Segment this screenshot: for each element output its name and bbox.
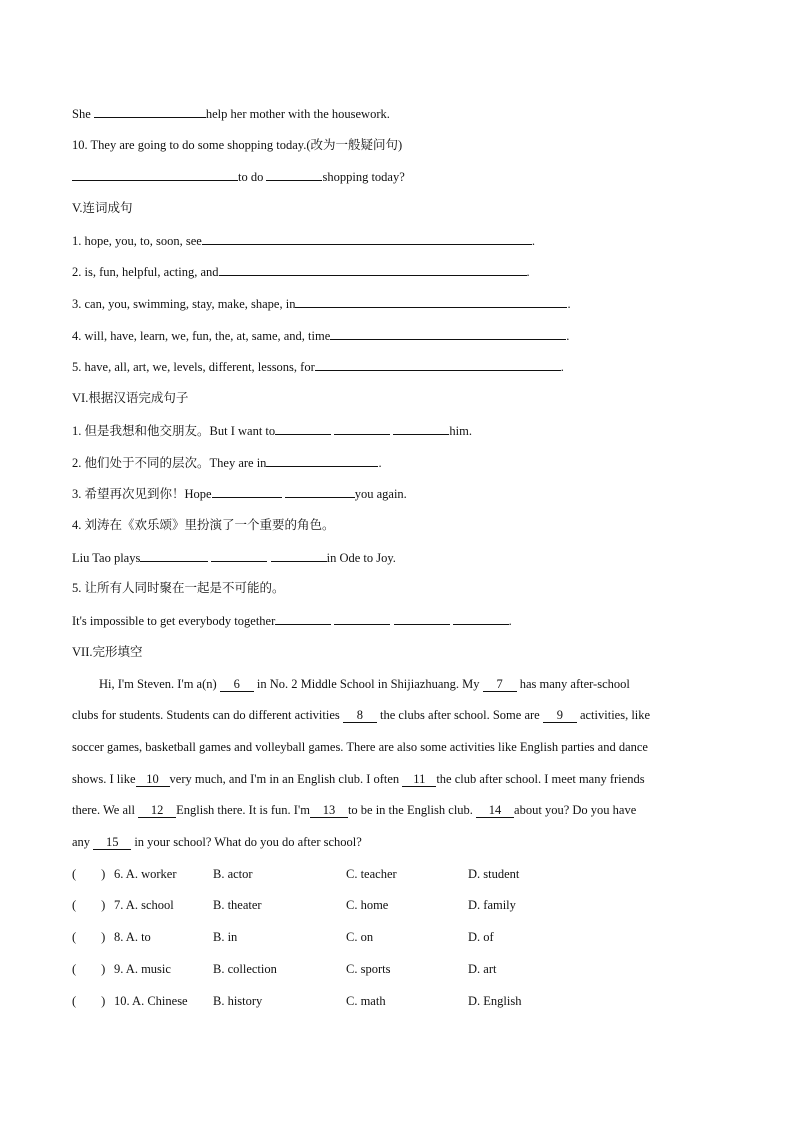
section-vii-title: VII.完形填空 xyxy=(72,645,143,659)
blank[interactable] xyxy=(393,422,449,435)
section-vi-title: VI.根据汉语完成句子 xyxy=(72,391,189,405)
option-a: 6. A. worker xyxy=(114,867,177,881)
passage-line-6 xyxy=(72,834,362,850)
option-c: C. teacher xyxy=(346,867,397,881)
blank-10[interactable]: 10 xyxy=(136,772,170,787)
option-a: 10. A. Chinese xyxy=(114,994,188,1008)
blank[interactable] xyxy=(334,612,390,625)
answer-bracket[interactable]: ( ) xyxy=(72,867,106,881)
answer-bracket[interactable]: ( ) xyxy=(72,930,106,944)
english-end: him. xyxy=(449,424,472,438)
answer-blank[interactable] xyxy=(202,232,532,245)
blank[interactable] xyxy=(275,612,331,625)
blank-8[interactable]: 8 xyxy=(343,708,377,723)
blank-15[interactable]: 15 xyxy=(93,835,131,850)
blank[interactable] xyxy=(212,485,282,498)
section-v-item-3 xyxy=(72,295,571,311)
option-a: 8. A. to xyxy=(114,930,151,944)
word-list: 3. can, you, swimming, stay, make, shape, in xyxy=(72,297,296,311)
sentence-start: She xyxy=(72,107,94,121)
blank[interactable] xyxy=(211,549,267,562)
section-v-item-2 xyxy=(72,263,530,279)
period: . xyxy=(566,329,570,343)
answer-blank[interactable] xyxy=(295,295,567,308)
passage-text: about you? Do you have xyxy=(514,803,637,817)
english-end: . xyxy=(508,614,512,628)
passage-line-1 xyxy=(99,676,630,692)
option-a: 7. A. school xyxy=(114,898,174,912)
answer-line-10 xyxy=(72,168,405,184)
blank-12[interactable]: 12 xyxy=(138,803,176,818)
blank[interactable] xyxy=(285,485,355,498)
option-d: D. English xyxy=(468,994,522,1008)
option-a: 9. A. music xyxy=(114,962,171,976)
section-vi-item-2 xyxy=(72,454,382,470)
blank[interactable] xyxy=(275,422,331,435)
english-end: you again. xyxy=(354,487,407,501)
word-list: 2. is, fun, helpful, acting, and xyxy=(72,265,219,279)
section-vi-item-1 xyxy=(72,422,472,438)
passage-text: has many after-school xyxy=(516,677,630,691)
period: . xyxy=(526,265,530,279)
blank[interactable] xyxy=(453,612,509,625)
word-list: 4. will, have, learn, we, fun, the, at, same, and, time xyxy=(72,329,331,343)
english-stem: Hope xyxy=(184,487,212,501)
blank[interactable] xyxy=(394,612,450,625)
period: . xyxy=(567,297,571,311)
section-vi-item-4 xyxy=(72,549,396,565)
answer-bracket[interactable]: ( ) xyxy=(72,898,106,912)
option-c: C. sports xyxy=(346,962,391,976)
blank[interactable] xyxy=(266,454,378,467)
chinese-prompt: 2. 他们处于不同的层次。 xyxy=(72,456,210,470)
answer-bracket[interactable]: ( ) xyxy=(72,962,106,976)
section-vi-item-5-prompt: 5. 让所有人同时聚在一起是不可能的。 xyxy=(72,581,285,595)
passage-text: in your school? What do you do after school? xyxy=(131,835,362,849)
section-vi-item-3 xyxy=(72,485,407,501)
passage-text: to be in the English club. xyxy=(347,803,477,817)
blank-11[interactable]: 11 xyxy=(402,772,436,787)
option-c: C. math xyxy=(346,994,386,1008)
english-stem: But I want to xyxy=(209,424,276,438)
question-10: 10. They are going to do some shopping today.(改为一般疑问句) xyxy=(72,138,403,152)
option-b: B. history xyxy=(213,994,263,1008)
passage-text: shows. I like xyxy=(72,772,136,786)
answer-blank[interactable] xyxy=(315,358,561,371)
section-v-item-1 xyxy=(72,232,535,248)
passage-line-4 xyxy=(72,771,645,787)
answer-blank[interactable] xyxy=(330,327,566,340)
chinese-prompt: 1. 但是我想和他交朋友。 xyxy=(72,424,210,438)
answer-bracket[interactable]: ( ) xyxy=(72,994,106,1008)
blank[interactable] xyxy=(94,105,206,118)
blank[interactable] xyxy=(334,422,390,435)
passage-text: the clubs after school. Some are xyxy=(376,708,543,722)
passage-text: in No. 2 Middle School in Shijiazhuang. My xyxy=(253,677,483,691)
option-c: C. home xyxy=(346,898,389,912)
english-end: in Ode to Joy. xyxy=(326,551,396,565)
option-b: B. theater xyxy=(213,898,262,912)
period: . xyxy=(560,360,564,374)
blank-9[interactable]: 9 xyxy=(543,708,577,723)
section-v-title: V.连词成句 xyxy=(72,201,133,215)
passage-text: English there. It is fun. I'm xyxy=(176,803,310,817)
sentence-part: to do xyxy=(238,170,267,184)
answer-blank[interactable] xyxy=(219,263,527,276)
option-d: D. student xyxy=(468,867,520,881)
option-b: B. collection xyxy=(213,962,277,976)
blank[interactable] xyxy=(72,168,238,181)
option-b: B. actor xyxy=(213,867,253,881)
word-list: 1. hope, you, to, soon, see xyxy=(72,234,202,248)
english-stem: It's impossible to get everybody together xyxy=(72,614,276,628)
passage-text: activities, like xyxy=(576,708,651,722)
english-stem: Liu Tao plays xyxy=(72,551,141,565)
blank[interactable] xyxy=(271,549,327,562)
chinese-prompt: 3. 希望再次见到你！ xyxy=(72,487,185,501)
english-stem: They are in xyxy=(209,456,267,470)
section-v-item-4 xyxy=(72,327,569,343)
option-b: B. in xyxy=(213,930,238,944)
passage-text: clubs for students. Students can do different activities xyxy=(72,708,343,722)
section-v-item-5 xyxy=(72,358,564,374)
option-d: D. family xyxy=(468,898,516,912)
passage-text: very much, and I'm in an English club. I often xyxy=(169,772,403,786)
option-d: D. art xyxy=(468,962,497,976)
section-vi-item-4-prompt: 4. 刘涛在《欢乐颂》里扮演了一个重要的角色。 xyxy=(72,518,335,532)
option-d: D. of xyxy=(468,930,494,944)
section-vi-item-5 xyxy=(72,612,512,628)
sentence-end: shopping today? xyxy=(322,170,405,184)
answer-line-9 xyxy=(72,105,390,121)
blank-13[interactable]: 13 xyxy=(310,803,348,818)
blank-7[interactable]: 7 xyxy=(483,677,517,692)
passage-text: any xyxy=(72,835,94,849)
blank-14[interactable]: 14 xyxy=(476,803,514,818)
english-end: . xyxy=(378,456,382,470)
blank-6[interactable]: 6 xyxy=(220,677,254,692)
passage-text: Hi, I'm Steven. I'm a(n) xyxy=(99,677,220,691)
blank[interactable] xyxy=(266,168,322,181)
passage-line-2 xyxy=(72,707,650,723)
sentence-end: help her mother with the housework. xyxy=(205,107,390,121)
passage-text: there. We all xyxy=(72,803,139,817)
blank[interactable] xyxy=(140,549,208,562)
option-c: C. on xyxy=(346,930,374,944)
word-list: 5. have, all, art, we, levels, different, lessons, for xyxy=(72,360,315,374)
passage-line-5 xyxy=(72,802,636,818)
passage-line-3: soccer games, basketball games and volleyball games. There are also some activities like English parties and dance xyxy=(72,740,648,754)
passage-text: the club after school. I meet many friends xyxy=(436,772,645,786)
period: . xyxy=(531,234,535,248)
